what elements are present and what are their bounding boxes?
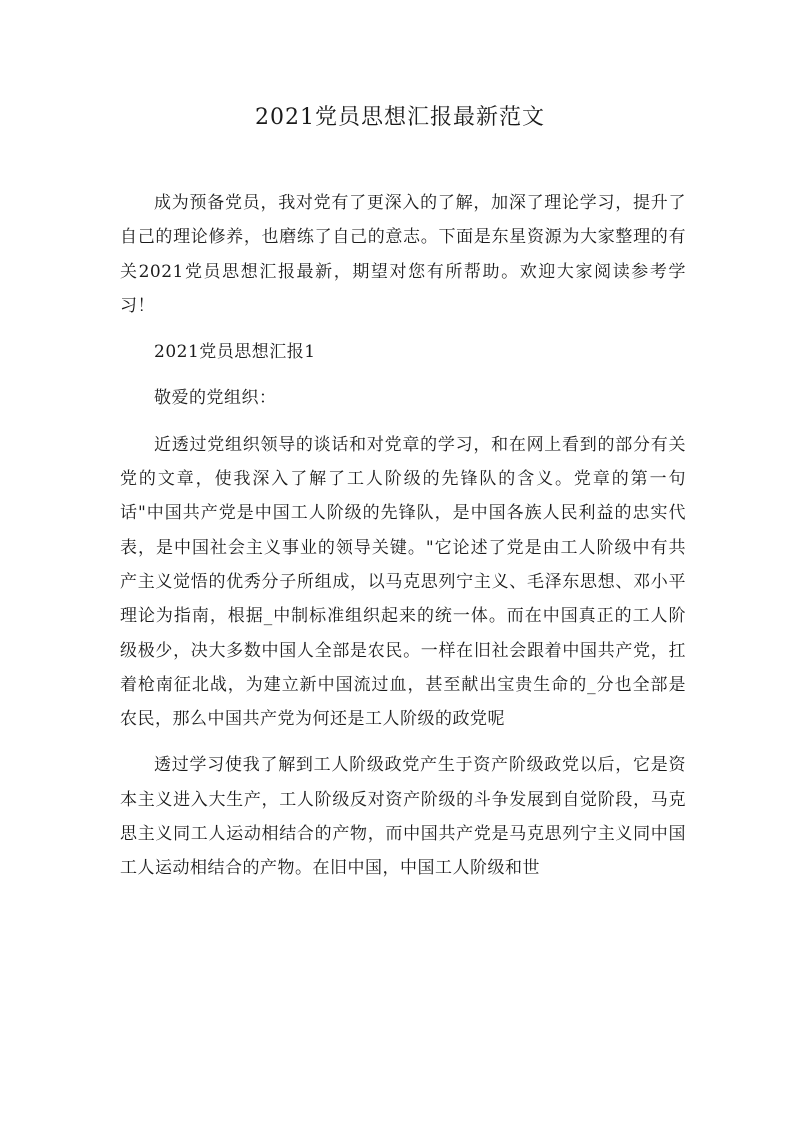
intro-paragraph: 成为预备党员，我对党有了更深入的了解，加深了理论学习，提升了自己的理论修养，也磨练了自己的意志。下面是东星资源为大家整理的有关2021党员思想汇报最新，期望对您有所帮助。欢迎大家阅读参考学习！ [120,193,686,316]
document-body [120,186,686,898]
document-title: 2021党员思想汇报最新范文 [255,105,545,130]
body-paragraph: 近透过党组织领导的谈话和对党章的学习，和在网上看到的部分有关党的文章，使我深入了解了工人阶级的先锋队的含义。党章的第一句话"中国共产党是中国工人阶级的先锋队，是中国各族人民利益的忠实代表，是中国社会主义事业的领导关键。"它论述了党是由工人阶级中有共产主义觉悟的优秀分子所组成，以马克思列宁主义、毛泽东思想、邓小平理论为指南，根据_中制标准组织起来的统一体。而在中国真正的工人阶级极少，决大多数中国人全部是农民。一样在旧社会跟着中国共产党，扛着枪南征北战，为建立新中国流过血，甚至献出宝贵生命的_分也全部是农民，那么中国共产党为何还是工人阶级的政党呢 [120,434,686,730]
salutation: 敬爱的党组织： [154,388,277,409]
body-paragraph: 透过学习使我了解到工人阶级政党产生于资产阶级政党以后，它是资本主义进入大生产，工人阶级反对资产阶级的斗争发展到自觉阶段，马克思主义同工人运动相结合的产物，而中国共产党是马克思列宁主义同中国工人运动相结合的产物。在旧中国，中国工人阶级和世 [120,755,686,879]
section-heading: 2021党员思想汇报1 [154,342,316,363]
